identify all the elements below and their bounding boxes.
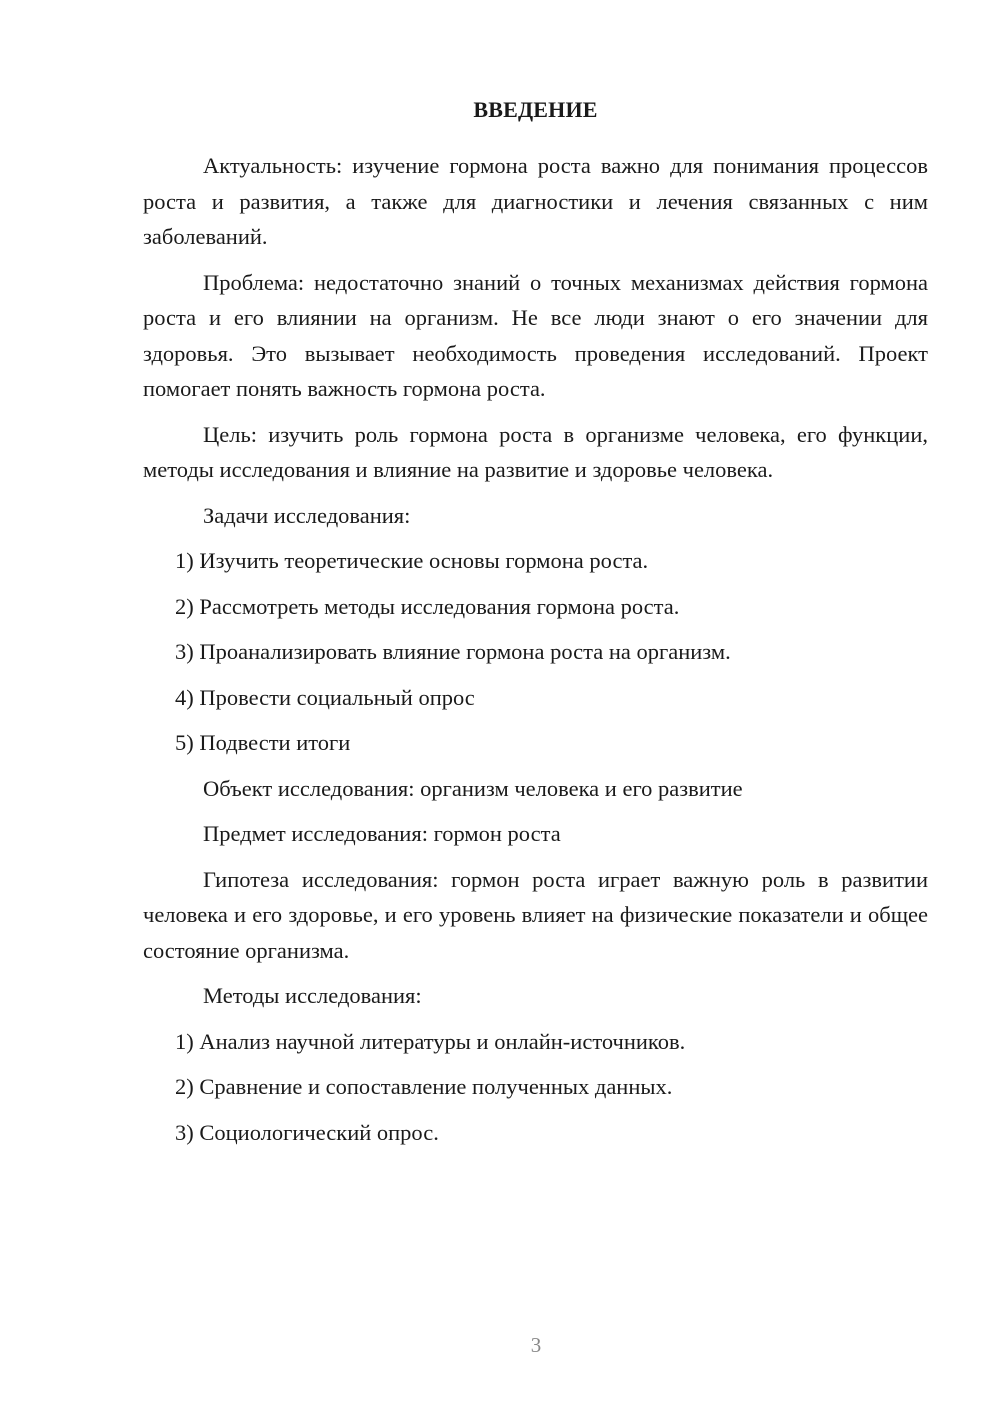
task-item: 3) Проанализировать влияние гормона роста на организм. [175,639,731,664]
research-object: Объект исследования: организм человека и его развитие [203,775,743,801]
research-subject: Предмет исследования: гормон роста [203,821,561,846]
task-item: 4) Провести социальный опрос [175,684,475,710]
method-item: 3) Социологический опрос. [175,1119,439,1145]
hypothesis-paragraph: Гипотеза исследования: гормон роста играет важную роль в развитии человека и его здоровье, и его уровень влияет на физические показатели и общее состояние организма. [143,866,928,963]
goal-paragraph: Цель: изучить роль гормона роста в организме человека, его функции, методы исследования и влияние на развитие и здоровье человека. [143,421,928,482]
method-item: 1) Анализ научной литературы и онлайн-источников. [175,1028,686,1054]
methods-heading: Методы исследования: [203,983,422,1008]
tasks-heading: Задачи исследования: [203,502,411,528]
problem-paragraph: Проблема: недостаточно знаний о точных механизмах действия гормона роста и его влиянии на организм. Не все люди знают о его значении для здоровья. Это вызывает необходимость проведения исследований. Проект помогает понять важность гормона роста. [143,269,928,401]
task-item: 2) Рассмотреть методы исследования гормона роста. [175,593,680,619]
task-item: 5) Подвести итоги [175,730,351,755]
task-item: 1) Изучить теоретические основы гормона роста. [175,548,649,573]
section-title: ВВЕДЕНИЕ [473,97,598,122]
page-number: 3 [530,1333,542,1357]
page-content [143,92,928,1160]
relevance-paragraph: Актуальность: изучение гормона роста важно для понимания процессов роста и развития, а также для диагностики и лечения связанных с ним заболеваний. [143,153,928,249]
method-item: 2) Сравнение и сопоставление полученных данных. [175,1074,673,1099]
